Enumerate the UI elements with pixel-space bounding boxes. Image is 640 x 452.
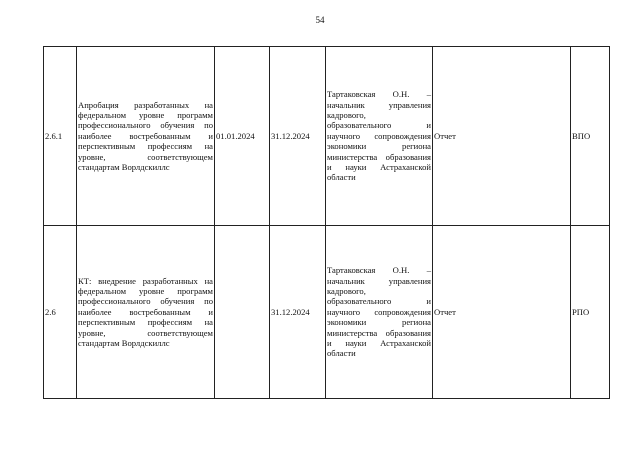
start-date: 01.01.2024: [215, 47, 270, 226]
control-level: РПО: [571, 226, 610, 399]
end-date: 31.12.2024: [270, 226, 326, 399]
control-level: ВПО: [571, 47, 610, 226]
activity-name: КТ: внедрение разработанных на федеральном уровне программ профессионального обучения по наиболее востребованным и перспективным профессиям на уровне, соответствующем стандартам Ворлдскиллс: [77, 226, 215, 399]
table-row: [44, 226, 610, 399]
activity-name: Апробация разработанных на федеральном уровне программ профессионального обучения по наиболее востребованным и перспективным профессиям на уровне, соответствующем стандартам Ворлдскиллс: [77, 47, 215, 226]
responsible-person: Тартаковская О.Н. – начальник управления кадрового, образовательного и научного сопровождения экономики региона министерства образования и науки Астраханской области: [326, 47, 433, 226]
responsible-person: Тартаковская О.Н. – начальник управления кадрового, образовательного и научного сопровождения экономики региона министерства образования и науки Астраханской области: [326, 226, 433, 399]
start-date: [215, 226, 270, 399]
row-number: 2.6: [44, 226, 77, 399]
plan-table: [43, 46, 610, 399]
result-document: Отчет: [433, 226, 571, 399]
page-number: 54: [315, 15, 325, 25]
row-number: 2.6.1: [44, 47, 77, 226]
end-date: 31.12.2024: [270, 47, 326, 226]
result-document: Отчет: [433, 47, 571, 226]
table-row: [44, 47, 610, 226]
